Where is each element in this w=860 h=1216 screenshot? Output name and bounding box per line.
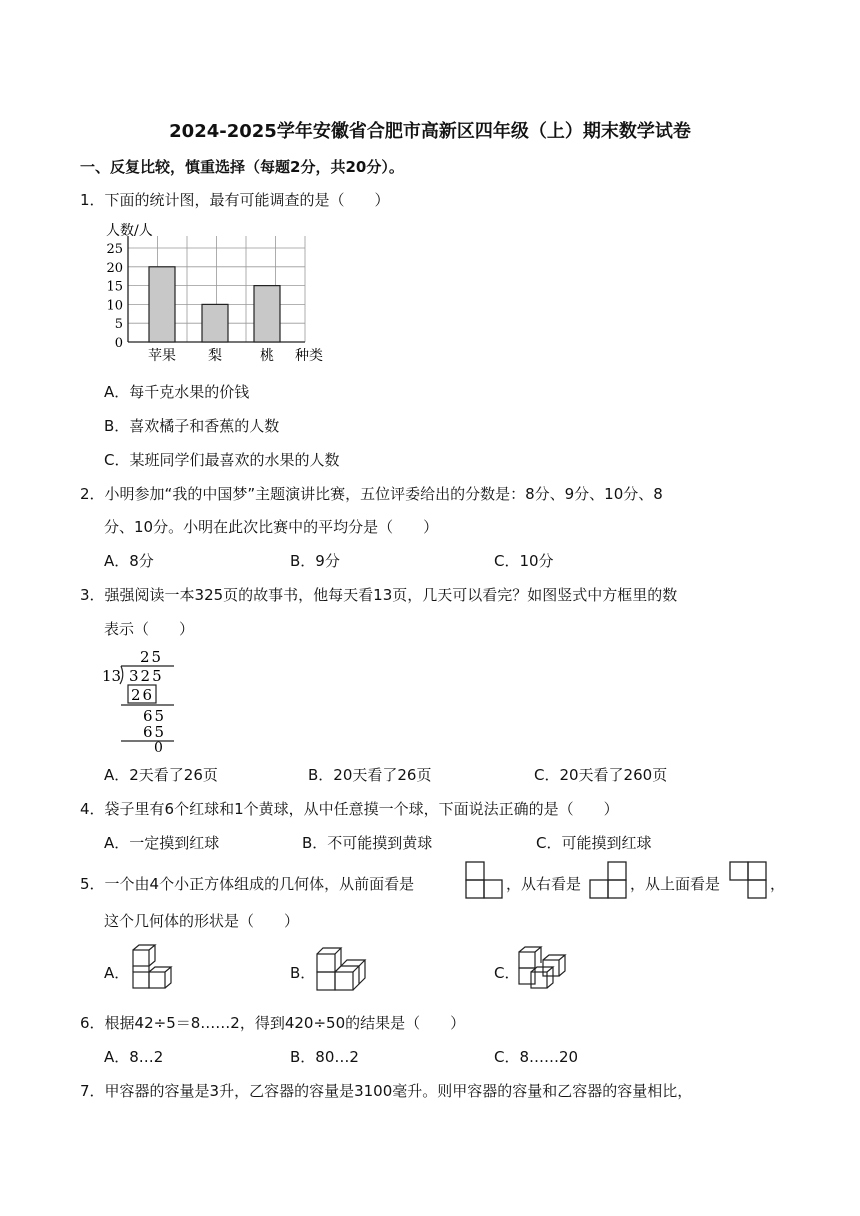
q5-option-c-cubes: [515, 944, 575, 994]
chart-x-label: 种类: [295, 348, 323, 364]
question-5-part-2: ，从右看是: [506, 875, 582, 893]
x-tick-label: 梨: [208, 348, 222, 364]
question-5-line-2: 这个几何体的形状是（ ）: [104, 912, 300, 930]
q2-option-b: B．9分: [290, 552, 340, 570]
q6-option-a: A．8…2: [104, 1048, 164, 1066]
long-division-figure: [100, 646, 180, 754]
division-divisor: 13: [102, 667, 122, 685]
q6-option-b: B．80…2: [290, 1048, 359, 1066]
page-title: 2024-2025学年安徽省合肥市高新区四年级（上）期末数学试卷: [169, 121, 691, 142]
question-1-text: 1．下面的统计图，最有可能调查的是（ ）: [80, 191, 390, 209]
y-tick-label: 15: [106, 279, 123, 295]
q6-option-c: C．8……20: [494, 1048, 579, 1066]
question-3-line-2: 表示（ ）: [104, 620, 195, 638]
question-2-line-2: 分、10分。小明在此次比赛中的平均分是（ ）: [104, 518, 439, 536]
division-quotient: 25: [140, 648, 164, 666]
question-5-part-3: ，从上面看是: [630, 875, 721, 893]
division-dividend: 325: [129, 667, 164, 685]
x-tick-label: 桃: [260, 348, 274, 364]
top-view-figure: [728, 860, 770, 902]
q3-option-a: A．2天看了26页: [104, 766, 218, 784]
q5-option-b: B．: [290, 964, 316, 982]
question-7-text: 7．甲容器的容量是3升，乙容器的容量是3100毫升。则甲容器的容量和乙容器的容量相比，: [80, 1082, 693, 1100]
division-step-2: 65: [143, 707, 167, 725]
q4-option-a: A．一定摸到红球: [104, 834, 220, 852]
q4-option-b: B．不可能摸到黄球: [302, 834, 433, 852]
bar-3: [254, 286, 280, 342]
chart-x-ticks: [148, 347, 274, 364]
q4-option-c: C．可能摸到红球: [536, 834, 652, 852]
right-view-figure: [588, 860, 630, 902]
q5-option-a-cubes: [123, 944, 179, 994]
q2-option-c: C．10分: [494, 552, 554, 570]
y-tick-label: 20: [106, 260, 123, 276]
chart-bars: [149, 267, 280, 342]
q1-bar-chart: [100, 218, 340, 368]
y-tick-label: 5: [114, 317, 123, 333]
q2-option-a: A．8分: [104, 552, 154, 570]
question-6-text: 6．根据42÷5＝8……2，得到420÷50的结果是（ ）: [80, 1014, 466, 1032]
section-heading: 一、反复比较，慎重选择（每题2分，共20分）。: [80, 158, 404, 176]
y-tick-label: 10: [106, 298, 123, 314]
division-step-3: 65: [143, 723, 167, 741]
question-3-line-1: 3．强强阅读一本325页的故事书，他每天看13页，几天可以看完？如图竖式中方框里的数: [80, 586, 678, 604]
question-2-line-1: 2．小明参加“我的中国梦”主题演讲比赛，五位评委给出的分数是：8分、9分、10分、8: [80, 485, 663, 503]
q1-option-c: C．某班同学们最喜欢的水果的人数: [104, 451, 340, 469]
division-step-1: 26: [131, 686, 155, 704]
question-5-part-4: ，: [770, 875, 786, 893]
q1-option-b: B．喜欢橘子和香蕉的人数: [104, 417, 280, 435]
q5-option-c: C．: [494, 964, 520, 982]
chart-y-label: 人数/人: [106, 223, 153, 239]
q3-option-c: C．20天看了260页: [534, 766, 668, 784]
y-tick-label: 25: [106, 242, 123, 257]
y-tick-label: 0: [114, 336, 123, 351]
x-tick-label: 苹果: [148, 348, 176, 364]
q1-option-a: A．每千克水果的价钱: [104, 383, 250, 401]
bar-1: [149, 267, 175, 342]
q3-option-b: B．20天看了26页: [308, 766, 432, 784]
q5-option-b-cubes: [311, 944, 371, 994]
division-remainder: 0: [154, 740, 163, 754]
chart-y-ticks: [106, 242, 123, 351]
q5-option-a: A．: [104, 964, 130, 982]
front-view-figure: [464, 860, 506, 902]
bar-2: [202, 304, 228, 342]
question-5-part-1: 5．一个由4个小正方体组成的几何体，从前面看是: [80, 875, 415, 893]
question-4-text: 4．袋子里有6个红球和1个黄球，从中任意摸一个球，下面说法正确的是（ ）: [80, 800, 619, 818]
